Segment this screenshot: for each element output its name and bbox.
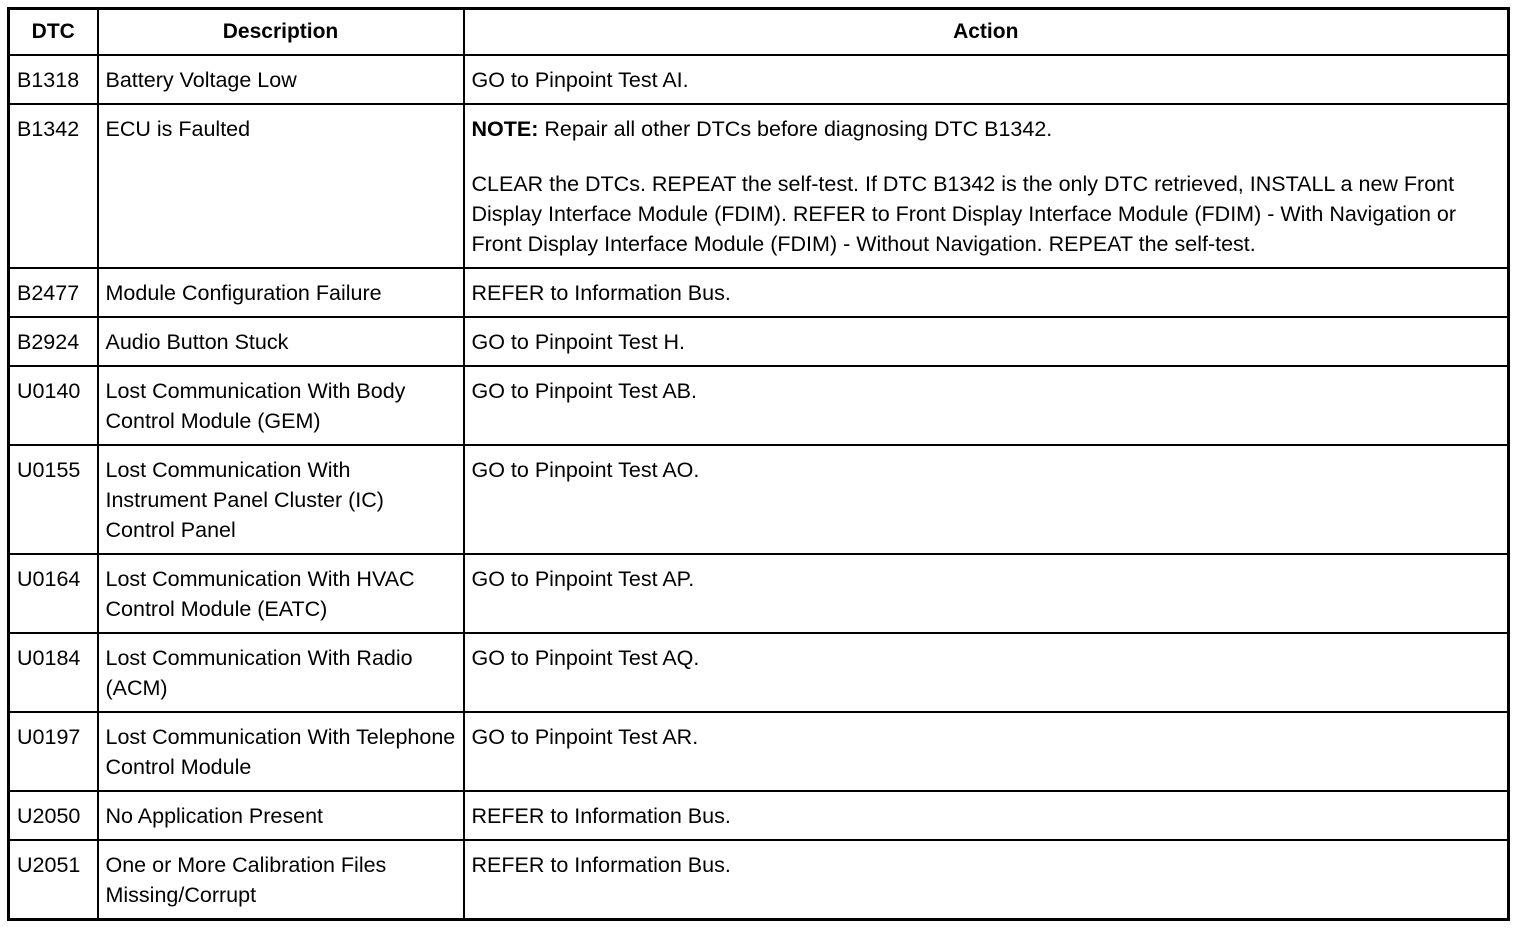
dtc-action: REFER to Information Bus. (464, 791, 1509, 840)
dtc-description: Battery Voltage Low (98, 55, 464, 104)
dtc-description: Lost Communication With Telephone Control Module (98, 712, 464, 791)
dtc-table (7, 7, 1510, 921)
header-row (9, 9, 1509, 56)
table-row (9, 104, 1509, 268)
dtc-action: REFER to Information Bus. (464, 268, 1509, 317)
dtc-description: No Application Present (98, 791, 464, 840)
dtc-code: U0164 (9, 554, 98, 633)
action-text: CLEAR the DTCs. REPEAT the self-test. If DTC B1342 is the only DTC retrieved, INSTALL a new Front Display Interface Module (FDIM). REFER to Front Display Interface Module (FDIM) - With Navigation or Front Display Interface Module (FDIM) - Without Navigation. REPEAT the self-test. (471, 172, 1457, 256)
table-row (9, 445, 1509, 554)
note (472, 114, 1501, 144)
dtc-description: Lost Communication With Instrument Panel Cluster (IC) Control Panel (98, 445, 464, 554)
dtc-action: REFER to Information Bus. (464, 840, 1509, 920)
table-row (9, 268, 1509, 317)
dtc-description: One or More Calibration Files Missing/Corrupt (98, 840, 464, 920)
dtc-action: GO to Pinpoint Test AQ. (464, 633, 1509, 712)
table-row (9, 55, 1509, 104)
dtc-code: U0155 (9, 445, 98, 554)
dtc-code: U0140 (9, 366, 98, 445)
table-row (9, 712, 1509, 791)
table-row (9, 791, 1509, 840)
dtc-description: Audio Button Stuck (98, 317, 464, 366)
dtc-action: GO to Pinpoint Test AB. (464, 366, 1509, 445)
dtc-description: Lost Communication With Radio (ACM) (98, 633, 464, 712)
table-row (9, 840, 1509, 920)
dtc-code: U0184 (9, 633, 98, 712)
table-row (9, 366, 1509, 445)
dtc-code: B2477 (9, 268, 98, 317)
dtc-code: B2924 (9, 317, 98, 366)
dtc-code: U2051 (9, 840, 98, 920)
dtc-action: GO to Pinpoint Test AP. (464, 554, 1509, 633)
dtc-action: GO to Pinpoint Test H. (464, 317, 1509, 366)
dtc-action: GO to Pinpoint Test AO. (464, 445, 1509, 554)
table-row (9, 554, 1509, 633)
dtc-code: B1342 (9, 104, 98, 268)
dtc-description: Module Configuration Failure (98, 268, 464, 317)
dtc-code: B1318 (9, 55, 98, 104)
dtc-code: U0197 (9, 712, 98, 791)
dtc-description: ECU is Faulted (98, 104, 464, 268)
note-label: NOTE: (471, 117, 539, 141)
table-row (9, 633, 1509, 712)
dtc-code: U2050 (9, 791, 98, 840)
dtc-description: Lost Communication With Body Control Module (GEM) (98, 366, 464, 445)
table-row (9, 317, 1509, 366)
dtc-action: GO to Pinpoint Test AI. (464, 55, 1509, 104)
dtc-action: GO to Pinpoint Test AR. (464, 712, 1509, 791)
header-dtc: DTC (9, 9, 98, 56)
header-description: Description (98, 9, 464, 56)
dtc-action (464, 104, 1509, 268)
header-action: Action (464, 9, 1509, 56)
note-text: Repair all other DTCs before diagnosing DTC B1342. (538, 117, 1053, 141)
dtc-description: Lost Communication With HVAC Control Module (EATC) (98, 554, 464, 633)
